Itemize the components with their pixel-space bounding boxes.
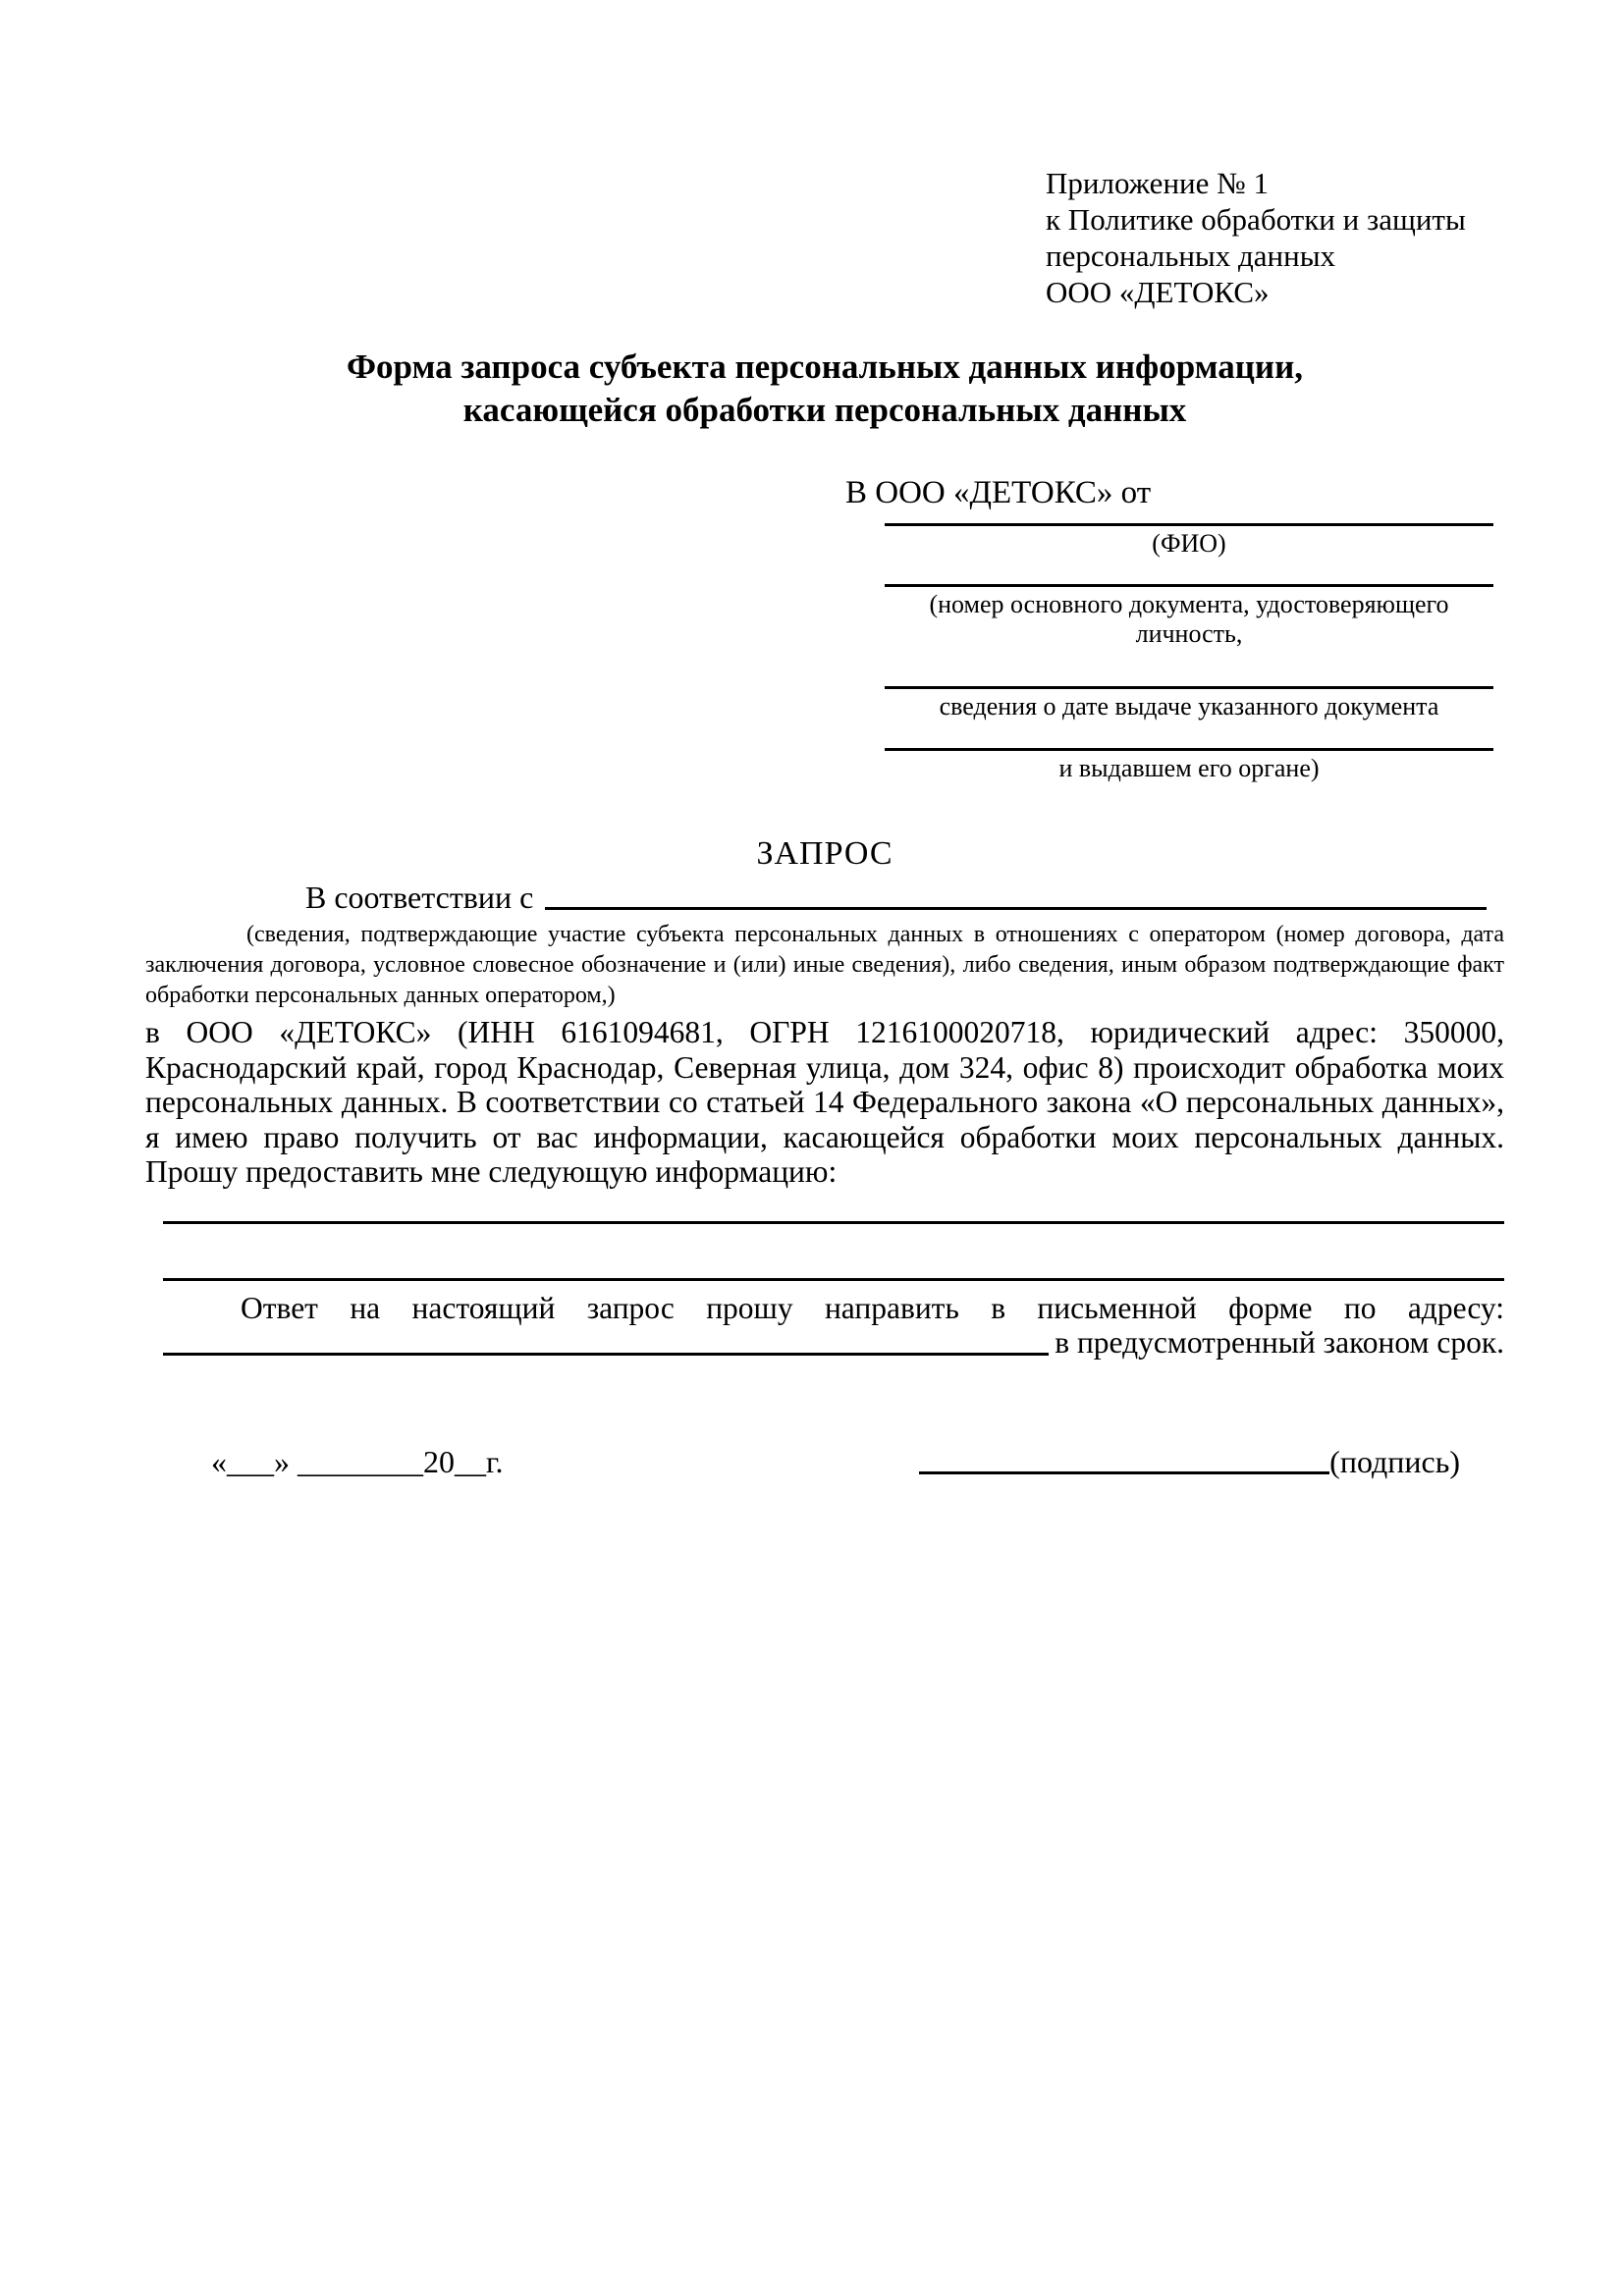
intro-text: В соответствии с	[305, 880, 534, 915]
issuing-authority-caption: и выдавшем его органе)	[1058, 754, 1320, 782]
request-body-text: в ООО «ДЕТОКС» (ИНН 6161094681, ОГРН 1216100020718, юридический адрес: 350000, Краснодарский край, город Краснодар, Северная улица, дом 324, офис 8) происходит обработка моих персональных данных. В соответствии со статьей 14 Федерального закона «О персональных данных», я имею право получить от вас информации, касающейся обработки моих персональных данных. Прошу предоставить мне следующую информацию:	[145, 1015, 1504, 1189]
info-blank-line-1	[163, 1221, 1504, 1224]
request-heading: ЗАПРОС	[756, 835, 893, 872]
signature-caption: (подпись)	[1329, 1443, 1460, 1479]
addressee-fields	[885, 523, 1493, 783]
issuing-authority-field	[885, 748, 1493, 783]
document-number-caption: (номер основного документа, удостоверяющего личность,	[929, 590, 1449, 648]
document-number-field	[885, 584, 1493, 649]
appendix-header-line-3: персональных данных	[1046, 239, 1336, 273]
signature-blank-line	[919, 1471, 1329, 1474]
footnote-text: (сведения, подтверждающие участие субъекта персональных данных в отношениях с оператором (номер договора, дата заключения договора, условное словесное обозначение и (или) иные сведения), либо сведения, иным образом подтверждающие факт обработки персональных данных оператором,)	[145, 922, 1504, 1008]
info-blank-line-2	[163, 1278, 1504, 1281]
issue-date-field	[885, 686, 1493, 721]
document-title-line-2: касающейся обработки персональных данных	[462, 391, 1187, 429]
address-blank-line	[163, 1353, 1049, 1356]
addressee-line: В ООО «ДЕТОКС» от	[845, 475, 1152, 510]
fio-caption: (ФИО)	[1152, 529, 1226, 558]
issue-date-caption: сведения о дате выдаче указанного документа	[939, 692, 1439, 721]
signature-row	[145, 1444, 1504, 1479]
document-title	[145, 346, 1504, 432]
signature-block	[919, 1444, 1460, 1479]
document-title-line-1: Форма запроса субъекта персональных данных информации,	[346, 347, 1304, 386]
appendix-header-line-1: Приложение № 1	[1046, 166, 1269, 200]
reply-suffix-text: в предусмотренный законом срок.	[1055, 1325, 1504, 1360]
appendix-header	[1046, 165, 1504, 310]
date-blank: «___» ________20__г.	[211, 1443, 504, 1479]
reply-address-row	[145, 1325, 1504, 1361]
appendix-header-line-2: к Политике обработки и защиты	[1046, 202, 1466, 237]
fio-field	[885, 523, 1493, 559]
appendix-header-line-4: ООО «ДЕТОКС»	[1046, 275, 1270, 309]
reply-address-text: Ответ на настоящий запрос прошу направить в письменной форме по адресу:	[241, 1290, 1504, 1325]
intro-row	[145, 879, 1504, 916]
intro-blank-line	[545, 907, 1487, 910]
